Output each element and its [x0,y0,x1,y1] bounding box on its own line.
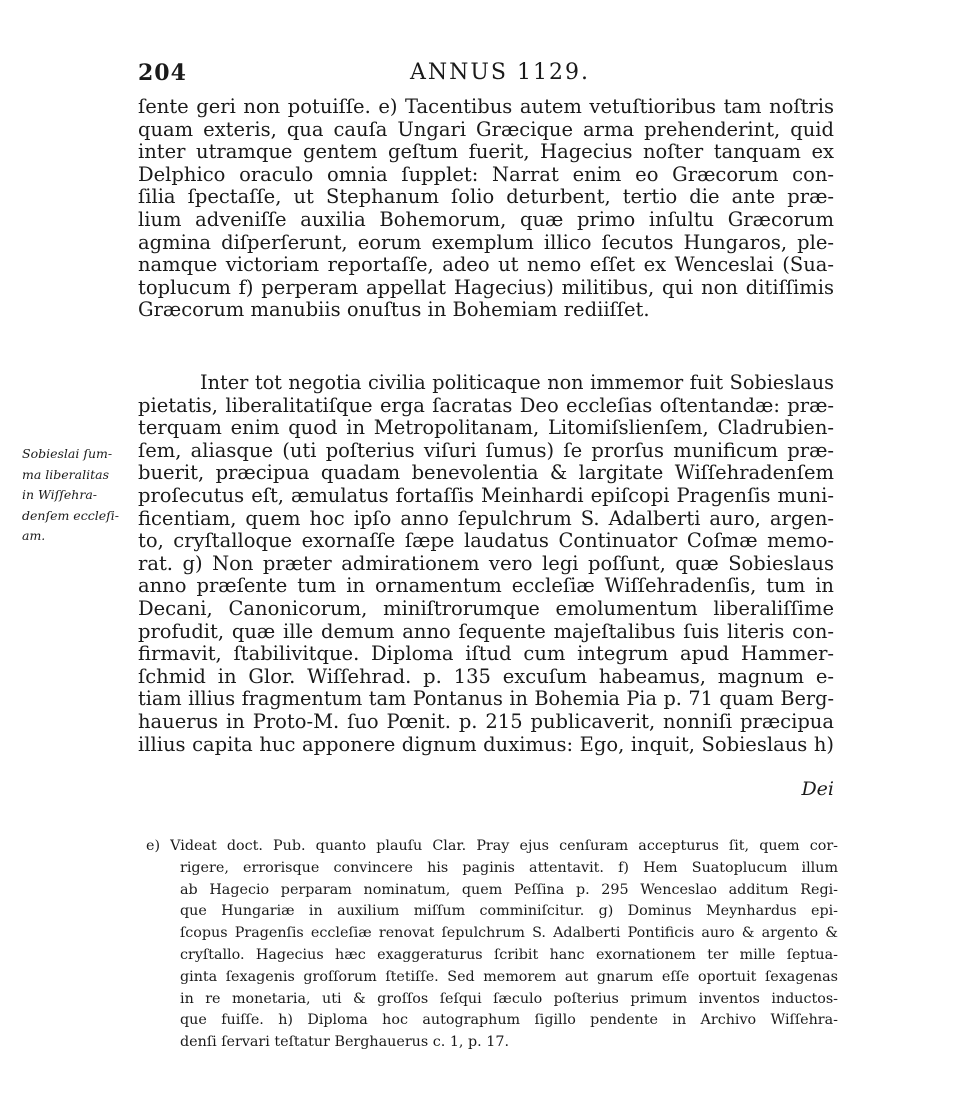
text-line: buerit, præcipua quadam benevolentia & largitate Wiſſehradenſem [138,461,834,485]
catchword: Dei [801,778,834,800]
text-line: terquam enim quod in Metropolitanam, Litomiſslienſem, Cladrubien- [138,416,834,440]
footnote-line: ginta ſexagenis groſſorum ſtetiſſe. Sed memorem aut gnarum eſſe oportuit ſexagenas [180,968,838,985]
text-line: Inter tot negotia civilia politicaque non immemor fuit Sobieslaus [200,371,834,394]
text-line: toplucum f) perperam appellat Hagecius) militibus, qui non ditiſſimis [138,275,834,299]
running-title: ANNUS 1129. [410,60,590,85]
text-line: hauerus in Proto-M. ſuo Pœnit. p. 215 publicaverit, nonniſi præcipua [138,709,834,733]
text-line: agmina diſperſerunt, eorum exemplum illico ſecutos Hungaros, ple- [138,230,834,254]
paragraph-2 [138,372,834,756]
footnote-line: ſcopus Pragenſis eccleſiæ renovat ſepulchrum S. Adalberti Pontificis auro & argento & [180,925,838,942]
text-line: ſilia ſpectaſſe, ut Stephanum ſolio deturbent, tertio die ante præ- [138,185,834,209]
margin-note-line: Sobieslai ſum- [22,446,113,461]
margin-note [22,444,142,547]
text-line: ſem, aliasque (uti poſterius viſuri ſumus) ſe prorſus munificum præ- [138,438,834,462]
footnotes [146,836,838,1054]
footnote-line: que fuiſſe. h) Diploma hoc autographum ſigillo pendente in Archivo Wiſſehra- [180,1012,838,1029]
text-line: ſchmid in Glor. Wiſſehrad. p. 135 excuſum habeamus, magnum e- [138,664,834,688]
text-line: pietatis, liberalitatiſque erga ſacratas Deo eccleſias oſtentandæ: præ- [138,393,834,417]
text-line: inter utramque gentem geſtum fuerit, Hagecius noſter tanquam ex [138,140,834,164]
text-line: to, cryſtalloque exornaſſe ſæpe laudatus Continuator Coſmæ memo- [138,529,834,553]
text-line: Delphico oraculo omnia ſupplet: Narrat enim eo Græcorum con- [138,162,834,186]
text-line: lium adveniſſe auxilia Bohemorum, quæ primo inſultu Græcorum [138,207,834,231]
margin-note-line: denſem eccleſi- [22,507,119,523]
text-line: namque victoriam reportaſſe, adeo ut nemo eſſet ex Wenceslai (Sua- [138,253,834,277]
text-line: tiam illius fragmentum tam Pontanus in Bohemia Pia p. 71 quam Berg- [138,687,834,711]
text-line: rat. g) Non præter admirationem vero legi poſſunt, quæ Sobieslaus [138,551,834,575]
text-line: anno præſente tum in ornamentum eccleſiæ Wiſſehradenſis, tum in [138,574,834,598]
text-line: profudit, quæ ille demum anno ſequente majeſtalibus ſuis literis con- [138,619,834,643]
footnote-line: rigere, errorisque convincere his paginis attentavit. f) Hem Suatoplucum illum [180,859,838,876]
margin-note-line: am. [22,528,46,543]
text-line: Decani, Canonicorum, miniſtrorumque emolumentum liberaliſſime [138,596,834,620]
margin-note-line: in Wiſſehra- [22,487,97,502]
paragraph-1 [138,96,834,322]
text-line: Græcorum manubiis onuſtus in Bohemiam rediiſſet. [138,298,650,322]
footnote-line: e) Videat doct. Pub. quanto plauſu Clar. Pray ejus cenſuram accepturus ſit, quem cor- [146,838,838,854]
footnote-line: in re monetaria, uti & groſſos ſeſqui ſæculo poſterius primum inventos inductos- [180,990,838,1007]
footnote-line: ab Hagecio perparam nominatum, quem Peſſina p. 295 Wenceslao additum Regi- [180,881,838,898]
text-line: firmavit, ſtabilivitque. Diploma iſtud cum integrum apud Hammer- [138,642,834,666]
text-line: ſente geri non potuiſſe. e) Tacentibus autem vetuſtioribus tam noſtris [138,95,834,118]
margin-note-line: ma liberalitas [22,466,109,482]
footnote-line: cryſtallo. Hagecius hæc exaggeraturus ſcribit hanc exornationem ter mille ſeptua- [180,946,838,963]
text-line: illius capita huc apponere dignum duximus: Ego, inquit, Sobieslaus h) [138,732,834,756]
footnote-line: que Hungariæ in auxilium miſſum comminiſcitur. g) Dominus Meynhardus epi- [180,903,838,920]
page-number: 204 [138,60,187,86]
text-line: quam exteris, qua cauſa Ungari Græcique arma prehenderint, quid [138,117,834,141]
footnote-line: denſi ſervari teſtatur Berghauerus c. 1, p. 17. [180,1034,510,1051]
text-line: ficentiam, quem hoc ipſo anno ſepulchrum S. Adalberti auro, argen- [138,506,834,530]
text-line: proſecutus eſt, æmulatus fortaſſis Meinhardi epiſcopi Pragenſis muni- [138,483,834,507]
